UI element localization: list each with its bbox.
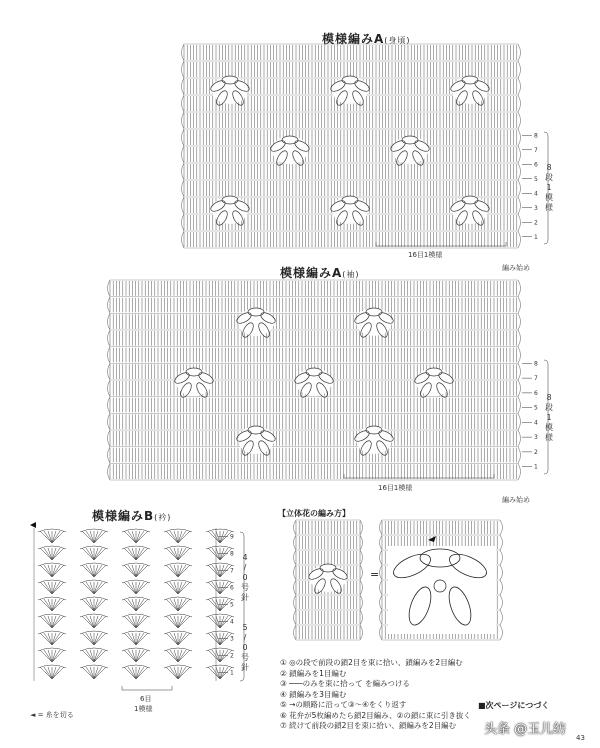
step-7: ⑦ 続けて前段の鎖2目を束に拾い、鎖編みを2目編む xyxy=(280,721,457,730)
row-number: 6 xyxy=(230,584,234,592)
chart-a-body-start-label: 編み始め xyxy=(502,264,530,272)
chart-a-body-flower-motif xyxy=(329,196,371,227)
row-number: 6 xyxy=(534,389,538,397)
row-number: 8 xyxy=(534,132,538,140)
needle-size-top-label: 4 / 0 号 針 xyxy=(241,553,249,602)
chart-b-title: 模様編みB(衿) xyxy=(92,509,172,523)
next-page-note: ■次ページにつづく xyxy=(478,701,550,710)
flower-large-motif xyxy=(388,536,496,634)
step-5: ⑤ →の順路に沿って③〜④をくり返す xyxy=(280,700,407,709)
row-number: 2 xyxy=(534,219,538,227)
row-number: 1 xyxy=(230,669,234,677)
step-4: ④ 鎖編みを3目編む xyxy=(280,689,347,699)
row-number: 4 xyxy=(534,419,538,427)
step-3: ③ ───のみを束に拾って を編みつける xyxy=(280,679,410,688)
row-number: 2 xyxy=(534,448,538,456)
chart-a-sleeve-rows-label: 8 段 1 模 様 xyxy=(545,393,553,442)
row-number: 6 xyxy=(534,161,538,169)
chart-a-sleeve-repeat-label: 16目1模様 xyxy=(378,484,413,492)
chart-a-body-repeat-label: 16目1模様 xyxy=(408,251,443,259)
row-number: 8 xyxy=(230,550,234,558)
row-number: 5 xyxy=(534,404,538,412)
flower-small-motif xyxy=(307,564,349,595)
step-6: ⑥ 花弁が5枚編めたら鎖2目編み、②の鎖に束に引き抜く xyxy=(280,710,471,720)
row-number: 7 xyxy=(534,375,538,383)
chart-b-repeat-label-pattern: 1模様 xyxy=(134,705,153,713)
step-1: ① ◎の段で前段の鎖2目を束に拾い、鎖編みを2目編む xyxy=(280,658,463,667)
row-number: 1 xyxy=(534,233,538,241)
chart-a-body-repeat-bracket xyxy=(376,242,506,246)
cut-yarn-legend: ◄ = 糸を切る xyxy=(30,711,74,719)
page-number: 43 xyxy=(576,734,585,742)
chart-a-sleeve-start-label: 編み始め xyxy=(502,496,530,504)
chart-a-sleeve-title: 模様編みA(袖) xyxy=(280,266,360,280)
chart-a-sleeve-flower-motif xyxy=(173,368,215,399)
row-number: 4 xyxy=(230,618,234,626)
row-number: 7 xyxy=(534,146,538,154)
watermark: 头条 @玉儿纺 xyxy=(484,722,567,737)
chart-a-body-flower-motif xyxy=(269,136,311,167)
chart-a-body-rows-label: 8 段 1 模 様 xyxy=(545,163,553,212)
row-number: 7 xyxy=(230,567,234,575)
row-number: 3 xyxy=(230,635,234,643)
chart-a-sleeve-flower-motif xyxy=(293,368,335,399)
row-number: 8 xyxy=(534,360,538,368)
chart-a-body-flower-motif xyxy=(329,76,371,107)
row-number: 2 xyxy=(230,652,234,660)
row-number: 9 xyxy=(230,533,234,541)
chart-b-repeat-bracket xyxy=(122,686,172,690)
chart-b-fan-stitches xyxy=(34,528,234,681)
flower-equals-sign: = xyxy=(370,568,380,581)
row-number: 1 xyxy=(534,463,538,471)
cut-yarn-mark xyxy=(30,522,36,528)
row-number: 4 xyxy=(534,190,538,198)
row-number: 5 xyxy=(534,175,538,183)
step-2: ② 鎖編みを1目編む xyxy=(280,668,347,678)
row-number: 3 xyxy=(534,204,538,212)
chart-a-body-title: 模様編みA(身頃) xyxy=(322,32,411,46)
row-number: 5 xyxy=(230,601,234,609)
flower-heading: 【立体花の編み方】 xyxy=(278,509,350,518)
needle-size-bottom-label: 5 / 0 号 針 xyxy=(241,623,249,672)
chart-b-repeat-label-stitches: 6目 xyxy=(140,695,152,703)
row-number: 3 xyxy=(534,434,538,442)
chart-a-sleeve-flower-motif xyxy=(413,368,455,399)
instruction-steps xyxy=(280,658,471,732)
